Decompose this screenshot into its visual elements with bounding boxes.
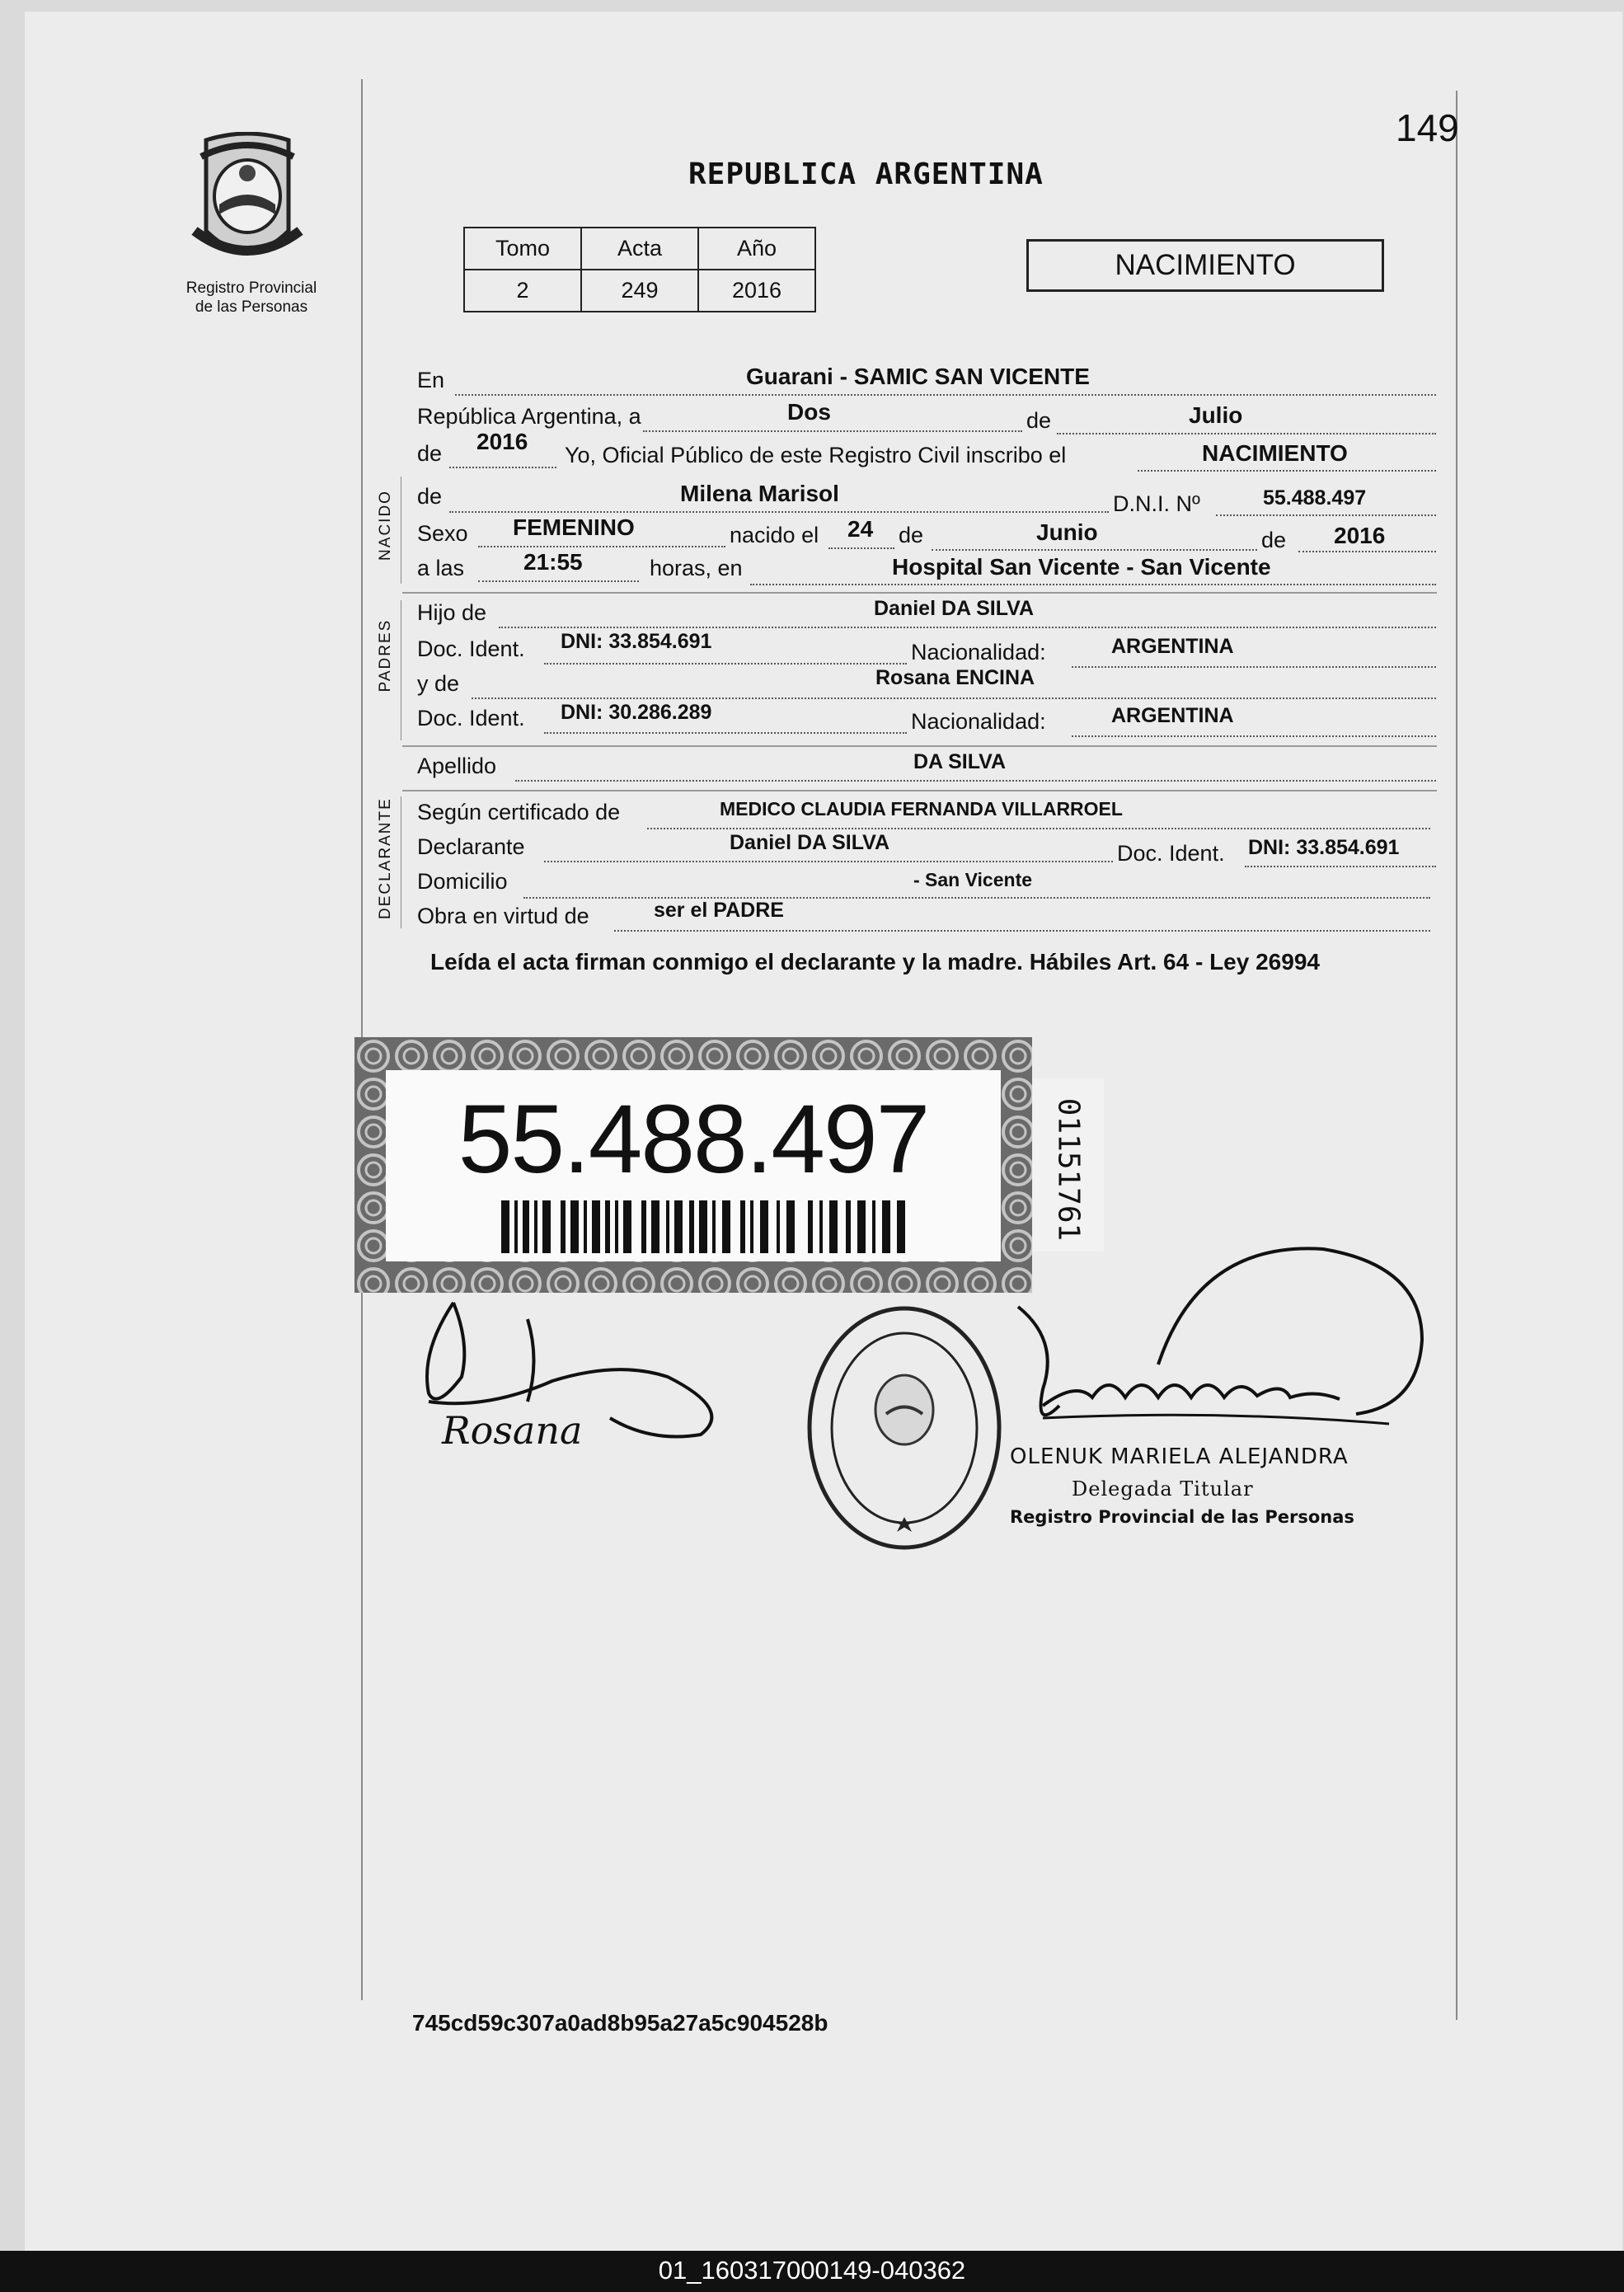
- official-org: Registro Provincial de las Personas: [1010, 1507, 1354, 1527]
- mother-nat-label: Nacionalidad:: [911, 709, 1046, 734]
- serial-number: 01151761: [1051, 1097, 1086, 1242]
- mother-doc: DNI: 30.286.289: [561, 701, 712, 724]
- misiones-seal-icon: [190, 132, 305, 272]
- registry-caption: [161, 279, 342, 317]
- sexo-label: Sexo: [417, 521, 468, 546]
- mother-dots: [472, 697, 1436, 699]
- closing-note: Leída el acta firman conmigo el declarante y la madre. Hábiles Art. 64 - Ley 26994: [430, 949, 1320, 975]
- declarante-doc: DNI: 33.854.691: [1248, 836, 1400, 859]
- de-label: de: [1026, 408, 1052, 433]
- child-dni: 55.488.497: [1263, 486, 1367, 510]
- name-dots: [449, 511, 1109, 513]
- document-hash: 745cd59c307a0ad8b95a27a5c904528b: [412, 2010, 828, 2036]
- month-value: Julio: [1189, 402, 1243, 428]
- apellido-dots: [515, 780, 1436, 782]
- declarante-section-label: DECLARANTE: [377, 797, 394, 919]
- day-dots: [643, 430, 1022, 432]
- value-tomo: 2: [464, 270, 581, 312]
- declarante-label: Declarante: [417, 834, 525, 859]
- horas-label: horas, en: [650, 556, 743, 580]
- year-dots: [449, 467, 556, 468]
- child-name: Milena Marisol: [680, 481, 839, 506]
- declarante-dots: [544, 861, 1113, 862]
- en-label: En: [417, 368, 445, 392]
- a-las-label: a las: [417, 556, 465, 580]
- declarante-value: Daniel DA SILVA: [730, 831, 890, 854]
- father-nationality: ARGENTINA: [1111, 635, 1234, 658]
- value-acta: 249: [581, 270, 698, 312]
- padres-section-label: PADRES: [377, 618, 394, 693]
- barcode-icon: [501, 1200, 905, 1253]
- year-value: 2016: [476, 429, 528, 454]
- official-role: Delegada Titular: [1072, 1477, 1254, 1501]
- declarante-doc-label: Doc. Ident.: [1117, 841, 1225, 866]
- nacido-section-label: NACIDO: [377, 490, 394, 561]
- birth-month-dots: [932, 549, 1257, 551]
- time-dots: [478, 580, 639, 582]
- inscribo-text: Yo, Oficial Público de este Registro Civil inscribo el: [565, 443, 1067, 467]
- en-dots: [455, 394, 1436, 396]
- father-nat-label: Nacionalidad:: [911, 640, 1046, 665]
- header-acta: Acta: [581, 228, 698, 270]
- serial-tag: [1033, 1078, 1104, 1252]
- value-ano: 2016: [698, 270, 815, 312]
- record-table: [463, 227, 816, 312]
- apellido-label: Apellido: [417, 754, 497, 778]
- nacido-de-label: de: [417, 484, 443, 509]
- nacido-de-label2: de: [899, 523, 924, 547]
- registry-caption-line2: de las Personas: [195, 298, 308, 316]
- official-signature-icon: [1010, 1241, 1439, 1455]
- birth-place-dots: [750, 584, 1436, 585]
- mother-name: Rosana ENCINA: [875, 666, 1035, 689]
- father-doc: DNI: 33.854.691: [561, 630, 712, 653]
- nacido-el-label: nacido el: [730, 523, 819, 547]
- birth-month: Junio: [1036, 519, 1098, 545]
- obra-dots: [614, 930, 1430, 932]
- page-number: 149: [1396, 106, 1459, 149]
- father-nat-dots: [1072, 666, 1436, 668]
- sticker-number: 55.488.497: [458, 1085, 929, 1194]
- day-words-value: Dos: [787, 399, 831, 425]
- father-doc-label: Doc. Ident.: [417, 636, 525, 661]
- month-dots: [1057, 433, 1436, 434]
- birth-day: 24: [847, 516, 874, 542]
- republica-label: República Argentina, a: [417, 404, 641, 429]
- header-ano: Año: [698, 228, 815, 270]
- de2-label: de: [417, 441, 443, 466]
- father-doc-dots: [544, 663, 907, 665]
- dni-label: D.N.I. Nº: [1113, 491, 1200, 516]
- footer-bar: [0, 2251, 1624, 2292]
- place-value: Guarani - SAMIC SAN VICENTE: [746, 364, 1090, 389]
- birth-day-dots: [828, 547, 894, 549]
- padres-bottom-sep: [402, 745, 1437, 747]
- hijo-de-label: Hijo de: [417, 600, 487, 625]
- sexo-dots: [478, 546, 725, 547]
- birth-year: 2016: [1334, 523, 1386, 548]
- declarant-handwriting: Rosana: [442, 1408, 583, 1453]
- certificado-label: Según certificado de: [417, 800, 621, 824]
- inscribo-value: NACIMIENTO: [1202, 440, 1348, 466]
- nacido-bottom-sep: [402, 592, 1437, 594]
- country-title: REPUBLICA ARGENTINA: [688, 157, 1044, 191]
- dni-dots: [1216, 514, 1436, 516]
- record-type-box: NACIMIENTO: [1026, 239, 1384, 292]
- mother-nat-dots: [1072, 735, 1436, 737]
- domicilio-value: - San Vicente: [913, 869, 1033, 890]
- footer-id: 01_160317000149-040362: [658, 2256, 966, 2285]
- obra-label: Obra en virtud de: [417, 904, 589, 928]
- father-dots: [499, 627, 1436, 628]
- right-margin-line: [1456, 91, 1457, 2020]
- birth-place: Hospital San Vicente - San Vicente: [892, 554, 1271, 580]
- birth-time: 21:55: [523, 549, 583, 575]
- nacido-de-label3: de: [1261, 528, 1287, 552]
- header-tomo: Tomo: [464, 228, 581, 270]
- mother-doc-dots: [544, 732, 907, 734]
- inscribo-dots: [1138, 470, 1436, 472]
- birth-year-dots: [1298, 551, 1436, 552]
- certificado-dots: [647, 828, 1430, 829]
- domicilio-label: Domicilio: [417, 869, 508, 894]
- y-de-label: y de: [417, 671, 460, 696]
- mother-nationality: ARGENTINA: [1111, 704, 1234, 727]
- mother-doc-label: Doc. Ident.: [417, 706, 525, 730]
- father-name: Daniel DA SILVA: [874, 597, 1035, 620]
- id-sticker: [354, 1037, 1032, 1293]
- sexo-value: FEMENINO: [513, 514, 635, 540]
- official-name: OLENUK MARIELA ALEJANDRA: [1010, 1444, 1349, 1469]
- registry-stamp-icon: [804, 1303, 1006, 1554]
- apellido-value: DA SILVA: [913, 750, 1007, 773]
- apellido-bottom-sep: [402, 790, 1437, 791]
- registry-caption-line1: Registro Provincial: [185, 279, 317, 297]
- obra-value: ser el PADRE: [654, 899, 784, 922]
- certificado-value: MEDICO CLAUDIA FERNANDA VILLARROEL: [720, 798, 1123, 820]
- declarante-doc-dots: [1245, 866, 1436, 867]
- sticker-label: [386, 1070, 1001, 1261]
